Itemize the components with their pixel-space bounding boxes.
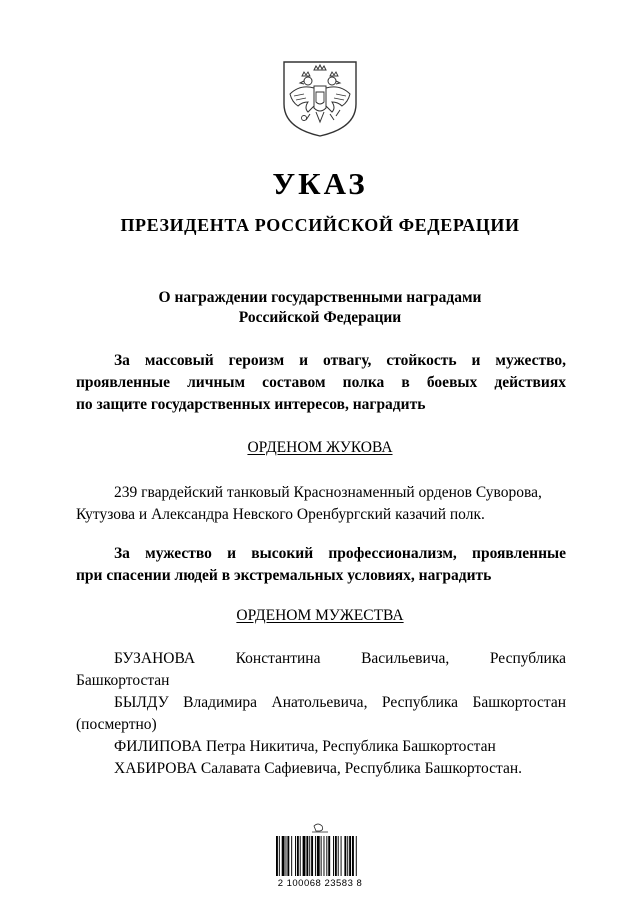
- recipient-line: ХАБИРОВА Салавата Сафиевича, Республика Башкортостан.: [114, 760, 523, 777]
- subject-line: Российской Федерации: [238, 309, 402, 326]
- preamble-line: За массовый героизм и отвагу, стойкость и мужество,: [114, 352, 566, 369]
- section1-preamble: [76, 350, 566, 416]
- recipient-line: 239 гвардейский танковый Краснознаменный орденов Суворова,: [114, 484, 542, 501]
- recipient-line: (посмертно): [76, 716, 157, 733]
- recipient-line: БЫЛДУ Владимира Анатольевича, Республика Башкортостан: [114, 694, 566, 711]
- decree-subtitle: ПРЕЗИДЕНТА РОССИЙСКОЙ ФЕДЕРАЦИИ: [120, 215, 520, 235]
- preamble-line: За мужество и высокий профессионализм, проявленные: [114, 545, 566, 562]
- decree-subject: [0, 288, 640, 328]
- award-heading-courage: [0, 606, 640, 626]
- recipient-line: Башкортостан: [76, 672, 170, 689]
- double-headed-eagle-emblem-icon: [278, 56, 362, 140]
- preamble-line: по защите государственных интересов, наградить: [76, 396, 426, 413]
- preamble-line: при спасении людей в экстремальных условиях, наградить: [76, 567, 492, 584]
- barcode-number: 2 100068 23583 8: [277, 878, 363, 889]
- award-title: ОРДЕНОМ ЖУКОВА: [247, 439, 393, 456]
- section1-recipient: [76, 482, 566, 526]
- decree-title: УКАЗ: [272, 166, 368, 201]
- subject-line: О награждении государственными наградами: [158, 289, 482, 306]
- section2-recipients: [76, 648, 566, 780]
- section2-preamble: [76, 543, 566, 587]
- award-title: ОРДЕНОМ МУЖЕСТВА: [236, 607, 404, 624]
- barcode-icon: [262, 822, 378, 878]
- preamble-line: проявленные личным составом полка в боевых действиях: [76, 374, 566, 391]
- award-heading-zhukov: [0, 438, 640, 458]
- recipient-line: ФИЛИПОВА Петра Никитича, Республика Башкортостан: [114, 738, 496, 755]
- recipient-line: Кутузова и Александра Невского Оренбургский казачий полк.: [76, 506, 485, 523]
- recipient-line: БУЗАНОВА Константина Васильевича, Республика: [114, 650, 566, 667]
